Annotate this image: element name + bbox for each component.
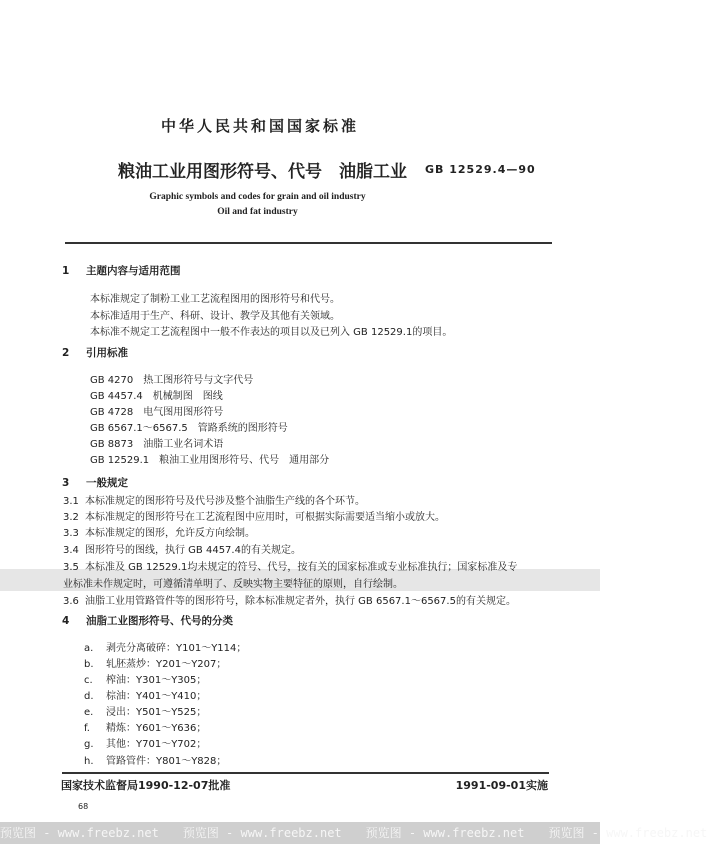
category-item: e. 浸出：Y501～Y525；: [84, 707, 207, 718]
standard-code: GB 12529.4—90: [425, 163, 536, 176]
footer-rule: [62, 772, 549, 774]
section-1-heading: 1 主题内容与适用范围: [62, 265, 181, 277]
clause: 3.2 本标准规定的图形符号在工艺流程图中应用时，可根据实际需要适当缩小或放大。: [63, 512, 445, 523]
clause: 3.6 油脂工业用管路管件等的图形符号，除本标准规定者外，执行 GB 6567.1～6567.5的有关规定。: [63, 596, 516, 607]
paragraph: 本标准规定了制粉工业工艺流程图用的图形符号和代号。: [90, 294, 340, 305]
clause: 3.4 图形符号的图线，执行 GB 4457.4的有关规定。: [63, 545, 301, 556]
clause: 3.3 本标准规定的图形，允许反方向绘制。: [63, 528, 255, 539]
category-item: d. 棕油：Y401～Y410；: [84, 691, 207, 702]
section-2-heading: 2 引用标准: [62, 347, 128, 359]
category-item: g. 其他：Y701～Y702；: [84, 739, 207, 750]
clause: 3.5 本标准及 GB 12529.1均未规定的符号、代号，按有关的国家标准或专业标准执行；国家标准及专: [63, 562, 518, 573]
category-item: b. 轧胚蒸炒：Y201～Y207；: [84, 659, 227, 670]
document-title: 粮油工业用图形符号、代号 油脂工业: [118, 162, 407, 182]
issuing-authority: 中华人民共和国国家标准: [160, 117, 359, 135]
effective-date: 1991-09-01实施: [455, 779, 548, 792]
category-item: h. 管路管件：Y801～Y828；: [84, 756, 227, 767]
english-title: Graphic symbols and codes for grain and oil industry: [149, 192, 366, 202]
english-subtitle: Oil and fat industry: [217, 207, 298, 217]
reference-item: GB 4270 热工图形符号与文字代号: [90, 375, 254, 386]
reference-item: GB 4728 电气图用图形符号: [90, 407, 224, 418]
reference-item: GB 4457.4 机械制图 图线: [90, 391, 223, 402]
clause-continuation: 业标准未作规定时，可遵循清单明了、反映实物主要特征的原则，自行绘制。: [63, 579, 403, 590]
paragraph: 本标准不规定工艺流程图中一般不作表达的项目以及已列入 GB 12529.1的项目。: [90, 327, 453, 338]
reference-item: GB 8873 油脂工业名词术语: [90, 439, 224, 450]
category-item: f. 精炼：Y601～Y636；: [84, 723, 207, 734]
paragraph: 本标准适用于生产、科研、设计、教学及其他有关领域。: [90, 311, 340, 322]
approval-date: 国家技术监督局1990-12-07批准: [61, 779, 231, 792]
page-number: 68: [78, 802, 89, 811]
section-4-heading: 4 油脂工业图形符号、代号的分类: [62, 615, 233, 627]
watermark-banner: 预览图 - www.freebz.net 预览图 - www.freebz.net 预览图 - www.freebz.net 预览图 - www.freebz.net: [0, 822, 600, 844]
reference-item: GB 12529.1 粮油工业用图形符号、代号 通用部分: [90, 455, 330, 466]
category-item: c. 榨油：Y301～Y305；: [84, 675, 207, 686]
reference-item: GB 6567.1～6567.5 管路系统的图形符号: [90, 423, 288, 434]
header-rule: [65, 242, 552, 244]
section-3-heading: 3 一般规定: [62, 477, 128, 489]
category-item: a. 剥壳分离破碎：Y101～Y114；: [84, 643, 247, 654]
clause: 3.1 本标准规定的图形符号及代号涉及整个油脂生产线的各个环节。: [63, 496, 365, 507]
